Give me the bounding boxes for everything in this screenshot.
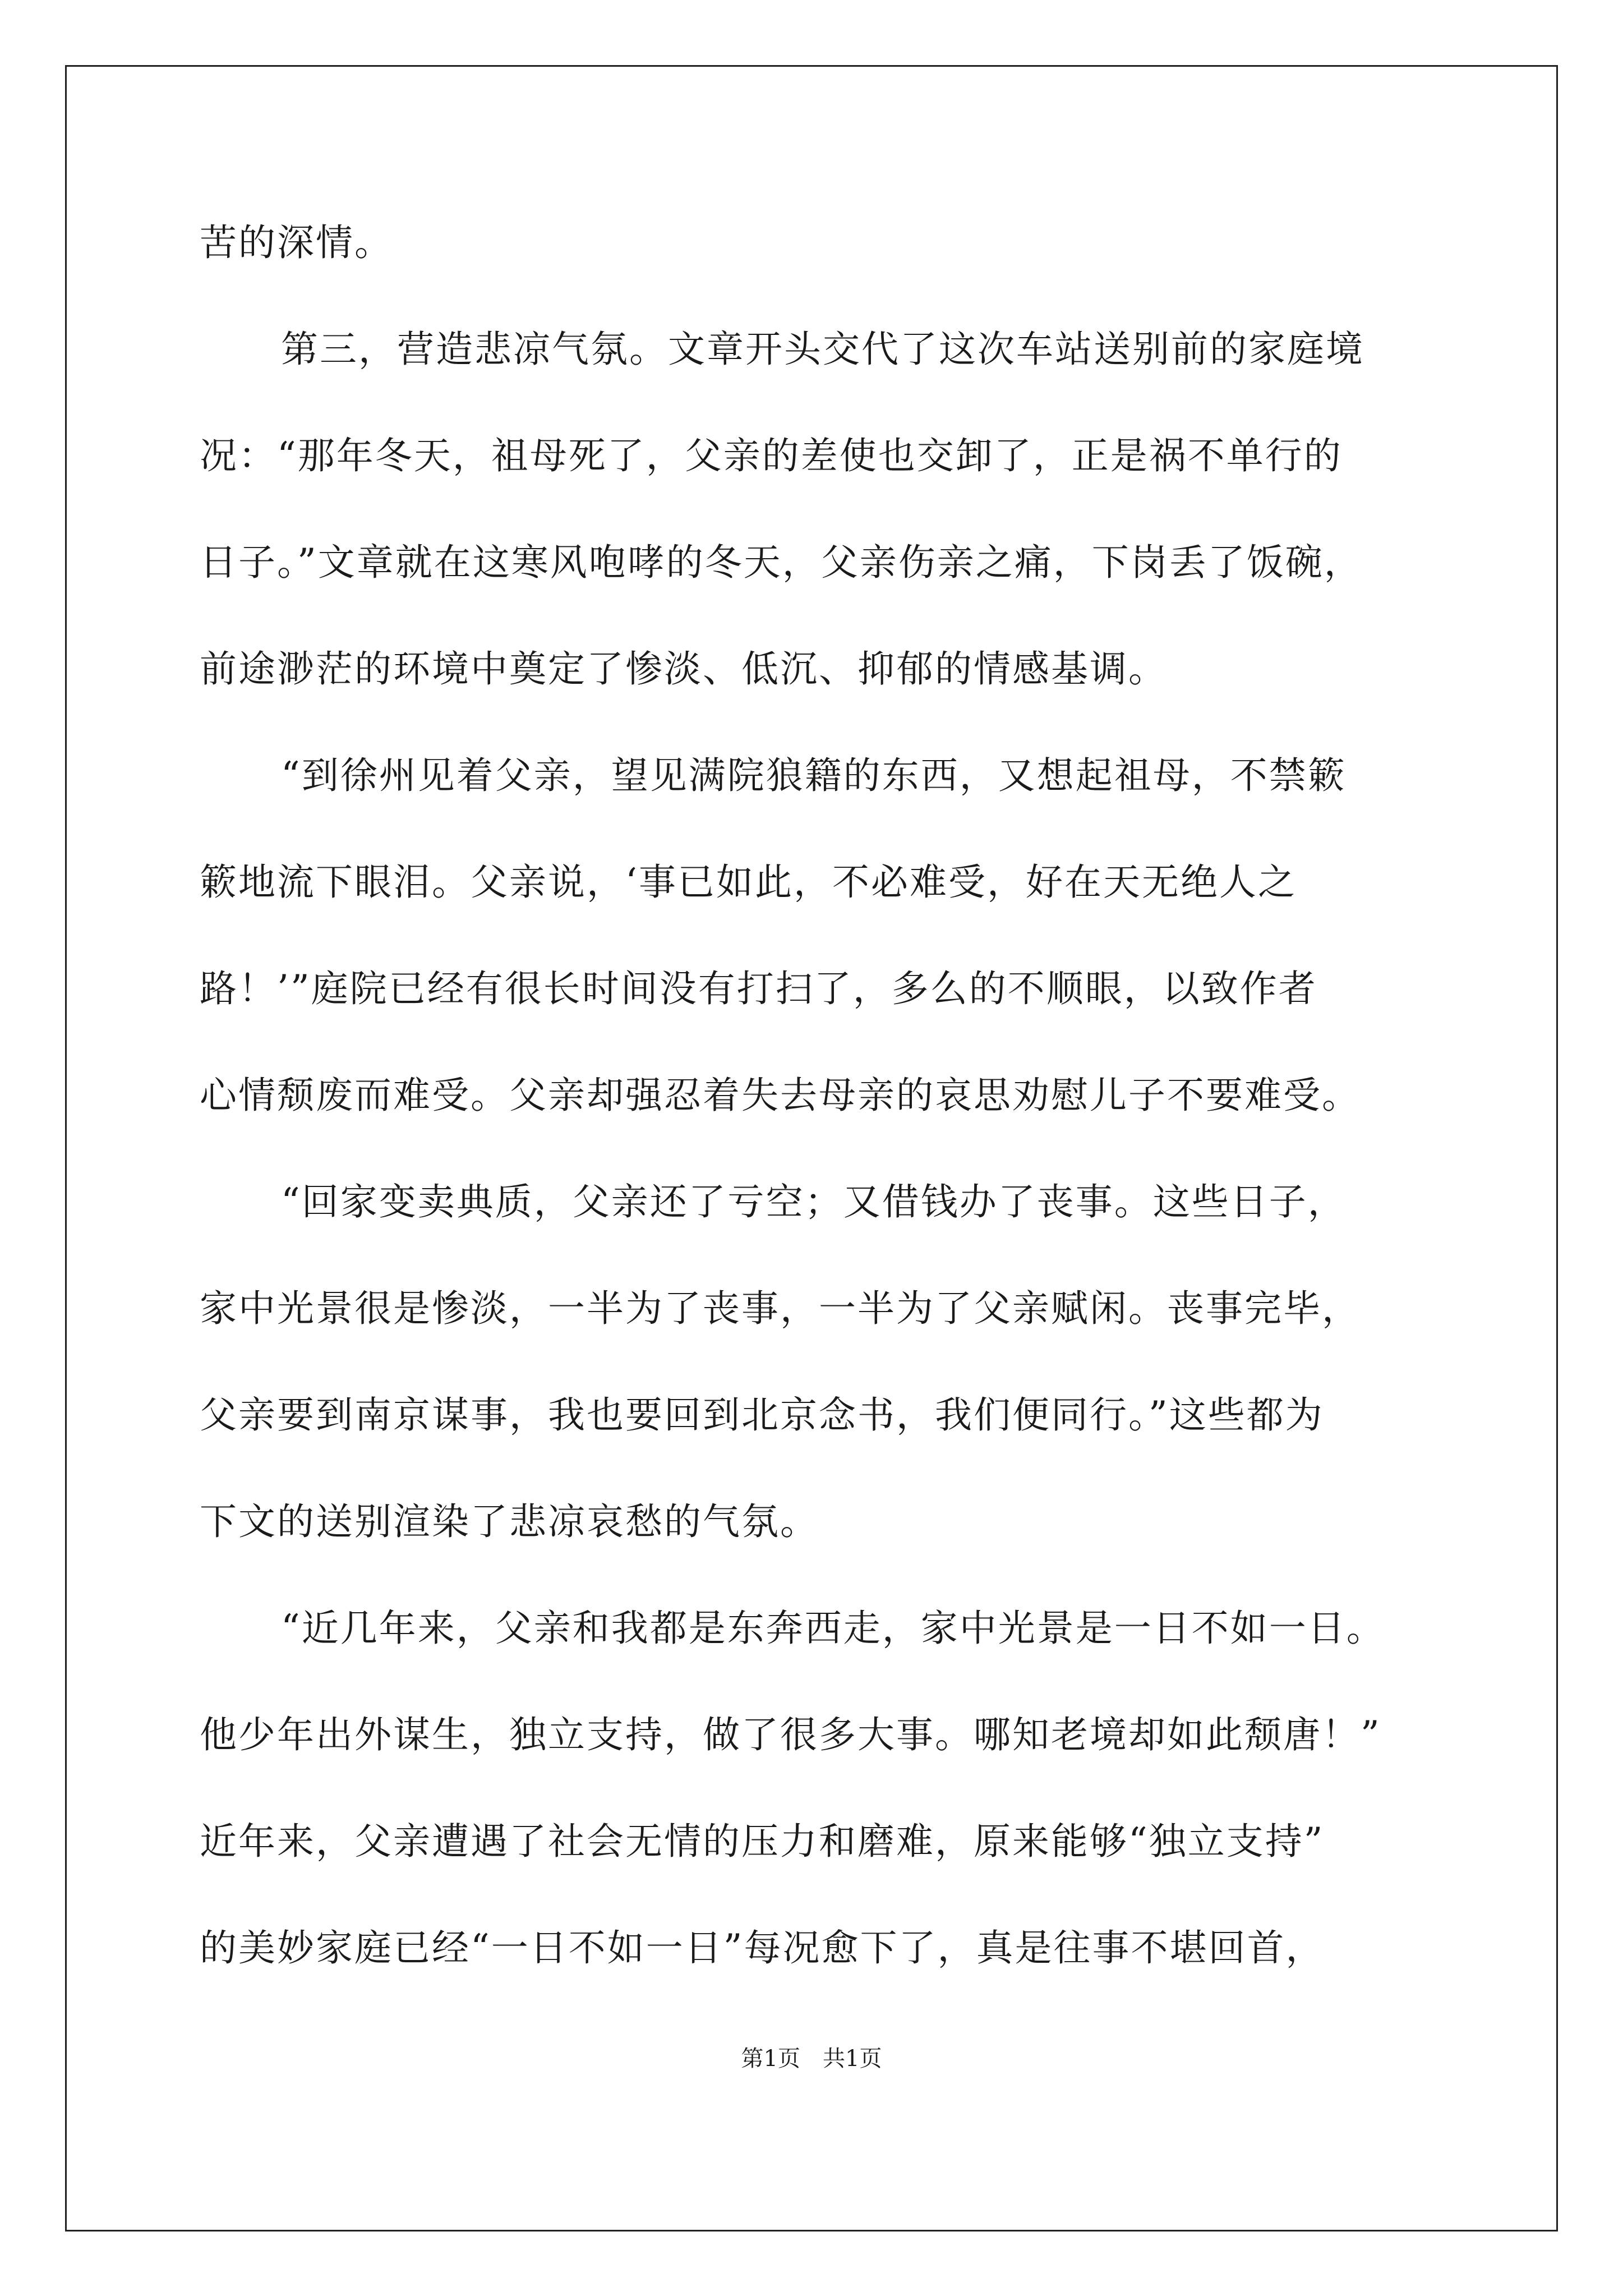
text-line: 簌地流下眼泪。父亲说，‘事已如此，不必难受，好在天无绝人之 xyxy=(200,861,1297,904)
text-line: 下文的送别渲染了悲凉哀愁的气氛。 xyxy=(200,1500,819,1543)
text-line: “近几年来，父亲和我都是东奔西走，家中光景是一日不如一日。 xyxy=(281,1607,1385,1650)
text-line: 路！’”庭院已经有很长时间没有打扫了，多么的不顺眼，以致作者 xyxy=(200,967,1317,1010)
text-line: 苦的深情。 xyxy=(200,221,393,264)
text-line: 日子。”文章就在这寒风咆哮的冬天，父亲伤亲之痛，下岗丢了饭碗， xyxy=(200,541,1363,584)
text-line: 他少年出外谋生，独立支持，做了很多大事。哪知老境却如此颓唐！” xyxy=(200,1713,1381,1756)
text-line: 的美妙家庭已经“一日不如一日”每况愈下了，真是往事不堪回首， xyxy=(200,1926,1325,1970)
text-line: 第三，营造悲凉气氛。文章开头交代了这次车站送别前的家庭境 xyxy=(281,328,1364,371)
text-line: “回家变卖典质，父亲还了亏空；又借钱办了丧事。这些日子， xyxy=(281,1180,1347,1223)
text-line: 况：“那年冬天，祖母死了，父亲的差使也交卸了，正是祸不单行的 xyxy=(200,434,1343,477)
text-line: 心情颓废而难受。父亲却强忍着失去母亲的哀思劝慰儿子不要难受。 xyxy=(200,1074,1361,1117)
text-line: “到徐州见着父亲，望见满院狼籍的东西，又想起祖母，不禁簌 xyxy=(281,754,1347,797)
document-body xyxy=(200,190,1433,2001)
text-line: 前途渺茫的环境中奠定了惨淡、低沉、抑郁的情感基调。 xyxy=(200,647,1167,691)
text-line: 家中光景很是惨淡，一半为了丧事，一半为了父亲赋闲。丧事完毕， xyxy=(200,1287,1361,1330)
page-number-footer: 第1页 共1页 xyxy=(741,2046,882,2072)
text-line: 父亲要到南京谋事，我也要回到北京念书，我们便同行。”这些都为 xyxy=(200,1393,1324,1437)
text-line: 近年来，父亲遭遇了社会无情的压力和磨难，原来能够“独立支持” xyxy=(200,1820,1325,1863)
